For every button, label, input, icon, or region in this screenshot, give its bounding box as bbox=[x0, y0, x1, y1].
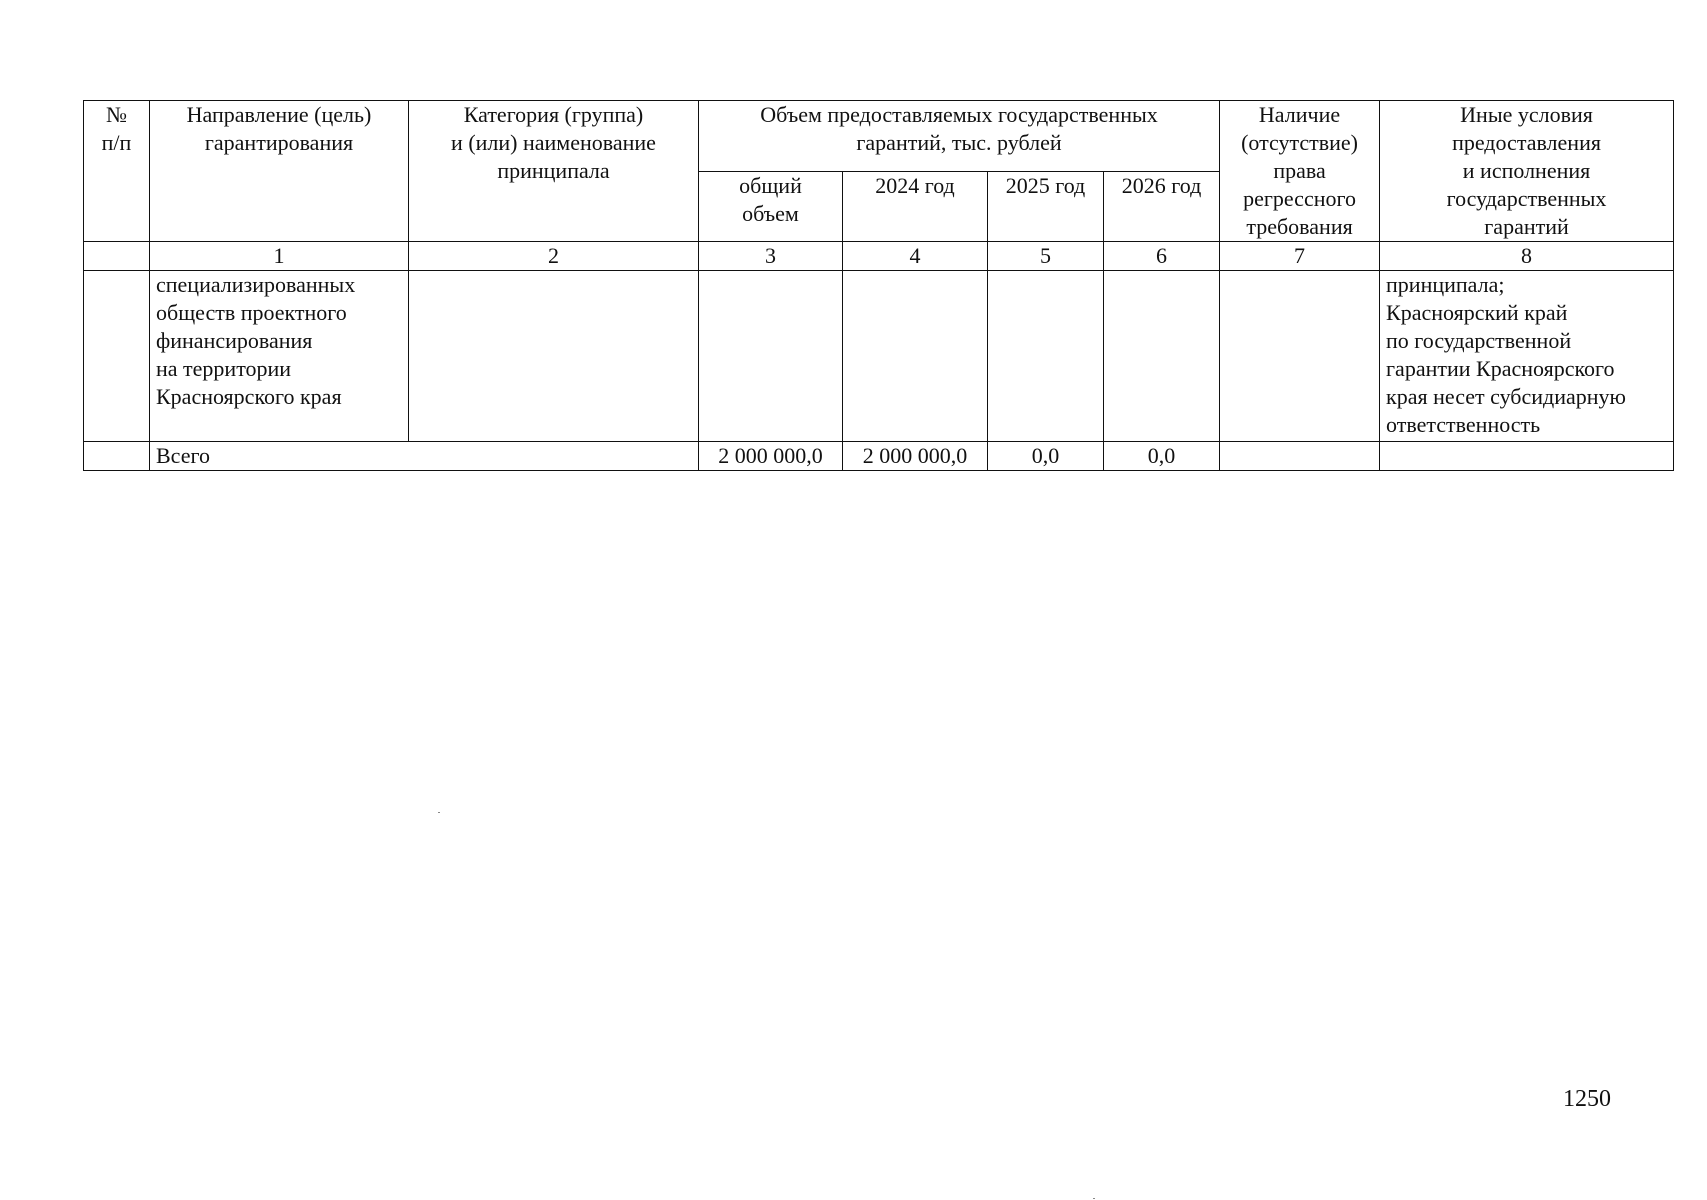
column-number-cell: 7 bbox=[1220, 242, 1380, 271]
row-regress-cell bbox=[1220, 271, 1380, 442]
column-number-cell: 6 bbox=[1104, 242, 1220, 271]
row-2025-cell bbox=[988, 271, 1104, 442]
header-col-category: Категория (группа) и (или) наименование принципала bbox=[409, 101, 699, 242]
total-regress-cell bbox=[1220, 442, 1380, 471]
row-2026-cell bbox=[1104, 271, 1220, 442]
table-row bbox=[84, 271, 1674, 442]
row-total-cell bbox=[699, 271, 843, 442]
page-number: 1250 bbox=[1563, 1086, 1611, 1112]
scan-speck bbox=[1093, 1198, 1095, 1199]
total-label: Всего bbox=[150, 442, 699, 471]
total-other-cell bbox=[1380, 442, 1674, 471]
column-number-cell: 5 bbox=[988, 242, 1104, 271]
column-number-cell: 3 bbox=[699, 242, 843, 271]
total-no-cell bbox=[84, 442, 150, 471]
column-number-cell bbox=[84, 242, 150, 271]
header-col-no: № п/п bbox=[84, 101, 150, 242]
header-row-top bbox=[84, 101, 1674, 172]
header-col-other: Иные условия предоставления и исполнения государственных гарантий bbox=[1380, 101, 1674, 242]
row-direction-cell: специализированных обществ проектного финансирования на территории Красноярского края bbox=[150, 271, 409, 442]
header-col-2026: 2026 год bbox=[1104, 171, 1220, 242]
row-no-cell bbox=[84, 271, 150, 442]
total-2026-value: 0,0 bbox=[1104, 442, 1220, 471]
header-col-2024: 2024 год bbox=[843, 171, 988, 242]
header-col-volume-group: Объем предоставляемых государственных гарантий, тыс. рублей bbox=[699, 101, 1220, 172]
column-number-cell: 2 bbox=[409, 242, 699, 271]
row-category-cell bbox=[409, 271, 699, 442]
column-number-cell: 4 bbox=[843, 242, 988, 271]
header-col-direction: Направление (цель) гарантирования bbox=[150, 101, 409, 242]
column-number-cell: 1 bbox=[150, 242, 409, 271]
row-2024-cell bbox=[843, 271, 988, 442]
column-number-row bbox=[84, 242, 1674, 271]
total-2025-value: 0,0 bbox=[988, 442, 1104, 471]
row-other-cell: принципала; Красноярский край по государственной гарантии Красноярского края несет субсидиарную ответственность bbox=[1380, 271, 1674, 442]
header-col-2025: 2025 год bbox=[988, 171, 1104, 242]
guarantees-table bbox=[83, 100, 1674, 471]
scan-speck bbox=[438, 812, 440, 813]
header-col-total: общий объем bbox=[699, 171, 843, 242]
total-row bbox=[84, 442, 1674, 471]
total-2024-value: 2 000 000,0 bbox=[843, 442, 988, 471]
header-col-regress: Наличие (отсутствие) права регрессного требования bbox=[1220, 101, 1380, 242]
column-number-cell: 8 bbox=[1380, 242, 1674, 271]
total-volume-value: 2 000 000,0 bbox=[699, 442, 843, 471]
